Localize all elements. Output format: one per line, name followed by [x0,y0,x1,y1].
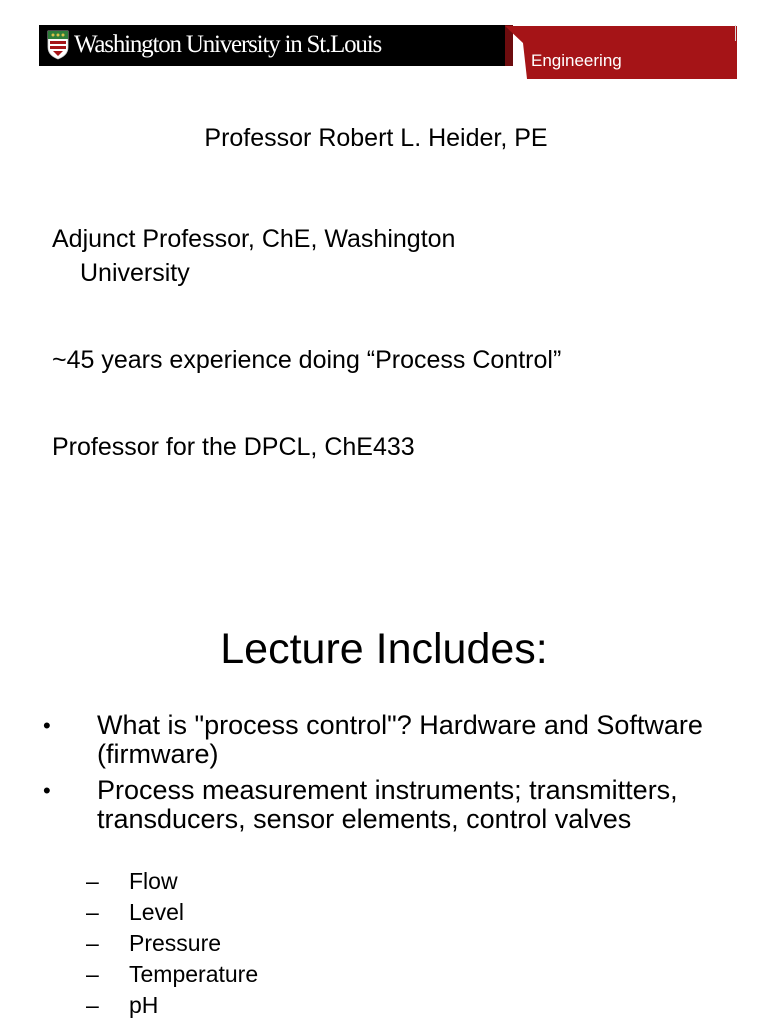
sub-item-marker: – [86,992,99,1018]
bullet-marker: • [43,713,51,738]
intro-item [52,222,672,290]
banner-divider [735,25,736,41]
intro-item [52,430,672,464]
sub-item [0,866,768,896]
sub-item-label: Level [129,899,184,925]
bullet-text: What is "process control"? Hardware and Software (firmware) [97,710,703,769]
intro-item-text: ~45 years experience doing “Process Control” [52,346,562,374]
intro-item-text: Adjunct Professor, ChE, Washington [52,225,456,253]
sub-item [0,959,768,989]
sub-item-label: Temperature [129,961,259,987]
intro-item-text: Professor for the DPCL, ChE433 [52,433,415,461]
sub-item-marker: – [86,961,99,987]
sub-item-label: Flow [129,868,178,894]
sub-item-label: pH [129,992,159,1018]
school-name: Engineering [531,51,622,70]
sub-item-label: Pressure [129,930,222,956]
presenter-name: Professor Robert L. Heider, PE [204,124,548,152]
sub-item-marker: – [86,899,99,925]
university-name: Washington University in St.Louis [74,31,381,58]
sub-item [0,928,768,958]
bullet-marker: • [43,778,51,803]
university-shield-icon [47,30,69,60]
sub-item-marker: – [86,868,99,894]
intro-item-continuation: University [80,259,190,287]
sub-item-marker: – [86,930,99,956]
bullet-text: Process measurement instruments; transmitters, transducers, sensor elements, control valves [97,775,678,834]
intro-item [52,343,672,377]
sub-item [0,897,768,927]
sub-item [0,990,768,1020]
lecture-title: Lecture Includes: [220,625,548,673]
